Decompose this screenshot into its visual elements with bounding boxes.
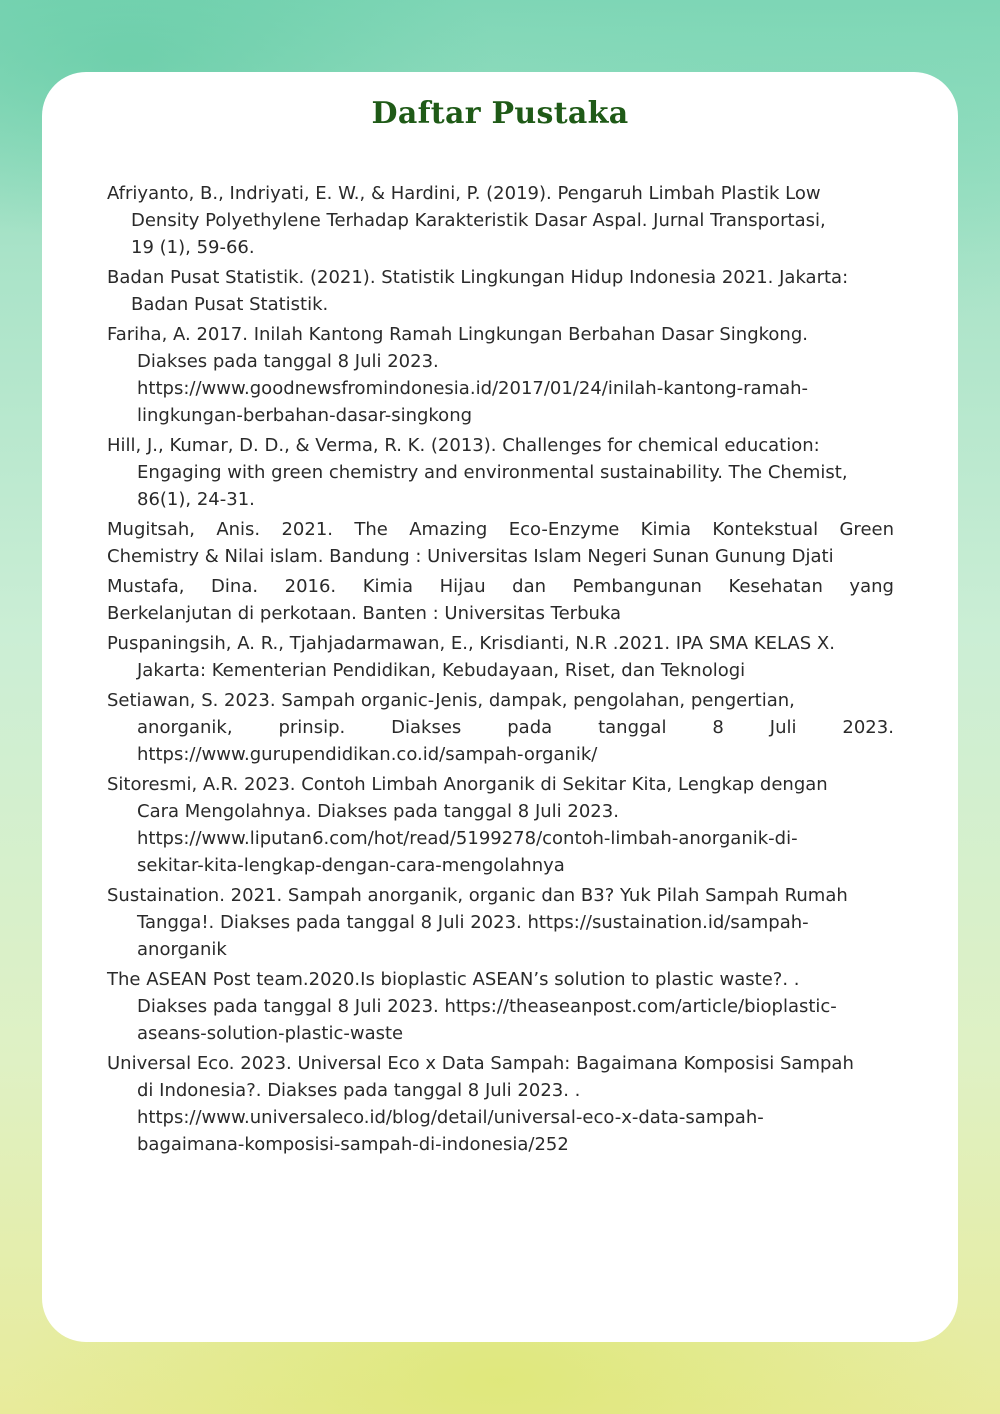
reference-link[interactable]: anorganik bbox=[137, 939, 227, 960]
word: Anis. bbox=[216, 519, 261, 540]
word: Diakses bbox=[391, 717, 462, 738]
reference-line: Badan Pusat Statistik. bbox=[131, 294, 329, 315]
reference-line: 19 (1), 59-66. bbox=[131, 237, 255, 258]
reference-line: Sitoresmi, A.R. 2023. Contoh Limbah Anorganik di Sekitar Kita, Lengkap dengan bbox=[107, 774, 828, 795]
word: Hijau bbox=[439, 576, 486, 597]
reference-item bbox=[107, 882, 894, 963]
reference-line: Diakses pada tanggal 8 Juli 2023. bbox=[137, 351, 439, 372]
reference-link[interactable]: https://www.gurupendidikan.co.id/sampah-organik/ bbox=[137, 744, 598, 765]
reference-link[interactable]: https://www.universaleco.id/blog/detail/universal-eco-x-data-sampah- bbox=[137, 1107, 764, 1128]
reference-line-justified bbox=[107, 714, 894, 741]
reference-line: The ASEAN Post team.2020.Is bioplastic ASEAN’s solution to plastic waste?. . bbox=[107, 969, 800, 990]
reference-item bbox=[107, 687, 894, 768]
word: pada bbox=[507, 717, 553, 738]
word: Pembangunan bbox=[572, 576, 702, 597]
reference-line: Puspaningsih, A. R., Tjahjadarmawan, E., Krisdianti, N.R .2021. IPA SMA KELAS X. bbox=[107, 633, 835, 654]
word: Kimia bbox=[362, 576, 414, 597]
reference-list bbox=[107, 180, 894, 1161]
reference-line: Afriyanto, B., Indriyati, E. W., & Hardini, P. (2019). Pengaruh Limbah Plastik Low bbox=[107, 183, 821, 204]
reference-link[interactable]: aseans-solution-plastic-waste bbox=[137, 1023, 404, 1044]
page-title: Daftar Pustaka bbox=[371, 96, 629, 131]
word: 2023. bbox=[842, 717, 894, 738]
reference-line: Berkelanjutan di perkotaan. Banten : Universitas Terbuka bbox=[107, 603, 622, 624]
word: Green bbox=[839, 519, 894, 540]
word: 2016. bbox=[284, 576, 337, 597]
reference-line: Hill, J., Kumar, D. D., & Verma, R. K. (2013). Challenges for chemical education: bbox=[107, 435, 820, 456]
reference-line: Engaging with green chemistry and environmental sustainability. The Chemist, bbox=[137, 462, 848, 483]
word: dan bbox=[512, 576, 547, 597]
word: prinsip. bbox=[278, 717, 346, 738]
reference-line: Cara Mengolahnya. Diakses pada tanggal 8 Juli 2023. bbox=[137, 801, 619, 822]
reference-link[interactable]: bagaimana-komposisi-sampah-di-indonesia/252 bbox=[137, 1134, 569, 1155]
reference-item bbox=[107, 630, 894, 684]
word: anorganik, bbox=[137, 717, 233, 738]
reference-item bbox=[107, 771, 894, 879]
reference-item bbox=[107, 264, 894, 318]
word: tanggal bbox=[598, 717, 667, 738]
word: Juli bbox=[769, 717, 797, 738]
word: Kesehatan bbox=[728, 576, 823, 597]
reference-line: Density Polyethylene Terhadap Karakteristik Dasar Aspal. Jurnal Transportasi, bbox=[131, 210, 826, 231]
reference-line-justified bbox=[107, 573, 894, 600]
reference-line: Universal Eco. 2023. Universal Eco x Data Sampah: Bagaimana Komposisi Sampah bbox=[107, 1053, 854, 1074]
reference-link[interactable]: https://www.goodnewsfromindonesia.id/2017/01/24/inilah-kantong-ramah- bbox=[137, 378, 809, 399]
word: Kontekstual bbox=[712, 519, 819, 540]
reference-item bbox=[107, 966, 894, 1047]
reference-line: 86(1), 24-31. bbox=[137, 489, 255, 510]
reference-line: Diakses pada tanggal 8 Juli 2023. https://theaseanpost.com/article/bioplastic- bbox=[137, 996, 837, 1017]
reference-line: Fariha, A. 2017. Inilah Kantong Ramah Lingkungan Berbahan Dasar Singkong. bbox=[107, 324, 808, 345]
word: The bbox=[354, 519, 388, 540]
word: yang bbox=[849, 576, 894, 597]
word: 8 bbox=[712, 717, 724, 738]
word: Mustafa, bbox=[107, 576, 185, 597]
reference-line: Setiawan, S. 2023. Sampah organic-Jenis, dampak, pengolahan, pengertian, bbox=[107, 690, 795, 711]
reference-line: di Indonesia?. Diakses pada tanggal 8 Juli 2023. . bbox=[137, 1080, 581, 1101]
reference-item bbox=[107, 516, 894, 570]
reference-line: Badan Pusat Statistik. (2021). Statistik Lingkungan Hidup Indonesia 2021. Jakarta: bbox=[107, 267, 849, 288]
reference-item bbox=[107, 180, 894, 261]
reference-link[interactable]: https://www.liputan6.com/hot/read/5199278/contoh-limbah-anorganik-di- bbox=[137, 828, 798, 849]
reference-line: Chemistry & Nilai islam. Bandung : Universitas Islam Negeri Sunan Gunung Djati bbox=[107, 546, 834, 567]
word: Eco-Enzyme bbox=[508, 519, 620, 540]
word: Dina. bbox=[211, 576, 259, 597]
reference-link[interactable]: lingkungan-berbahan-dasar-singkong bbox=[137, 405, 473, 426]
word: 2021. bbox=[281, 519, 334, 540]
reference-item bbox=[107, 1050, 894, 1158]
reference-line: Jakarta: Kementerian Pendidikan, Kebudayaan, Riset, dan Teknologi bbox=[137, 660, 746, 681]
reference-link[interactable]: sekitar-kita-lengkap-dengan-cara-mengolahnya bbox=[137, 855, 565, 876]
reference-item bbox=[107, 573, 894, 627]
word: Amazing bbox=[409, 519, 488, 540]
reference-line: Tangga!. Diakses pada tanggal 8 Juli 2023. https://sustaination.id/sampah- bbox=[137, 912, 809, 933]
word: Mugitsah, bbox=[107, 519, 195, 540]
reference-line: Sustaination. 2021. Sampah anorganik, organic dan B3? Yuk Pilah Sampah Rumah bbox=[107, 885, 848, 906]
word: Kimia bbox=[640, 519, 692, 540]
reference-item bbox=[107, 432, 894, 513]
reference-item bbox=[107, 321, 894, 429]
reference-line-justified bbox=[107, 516, 894, 543]
